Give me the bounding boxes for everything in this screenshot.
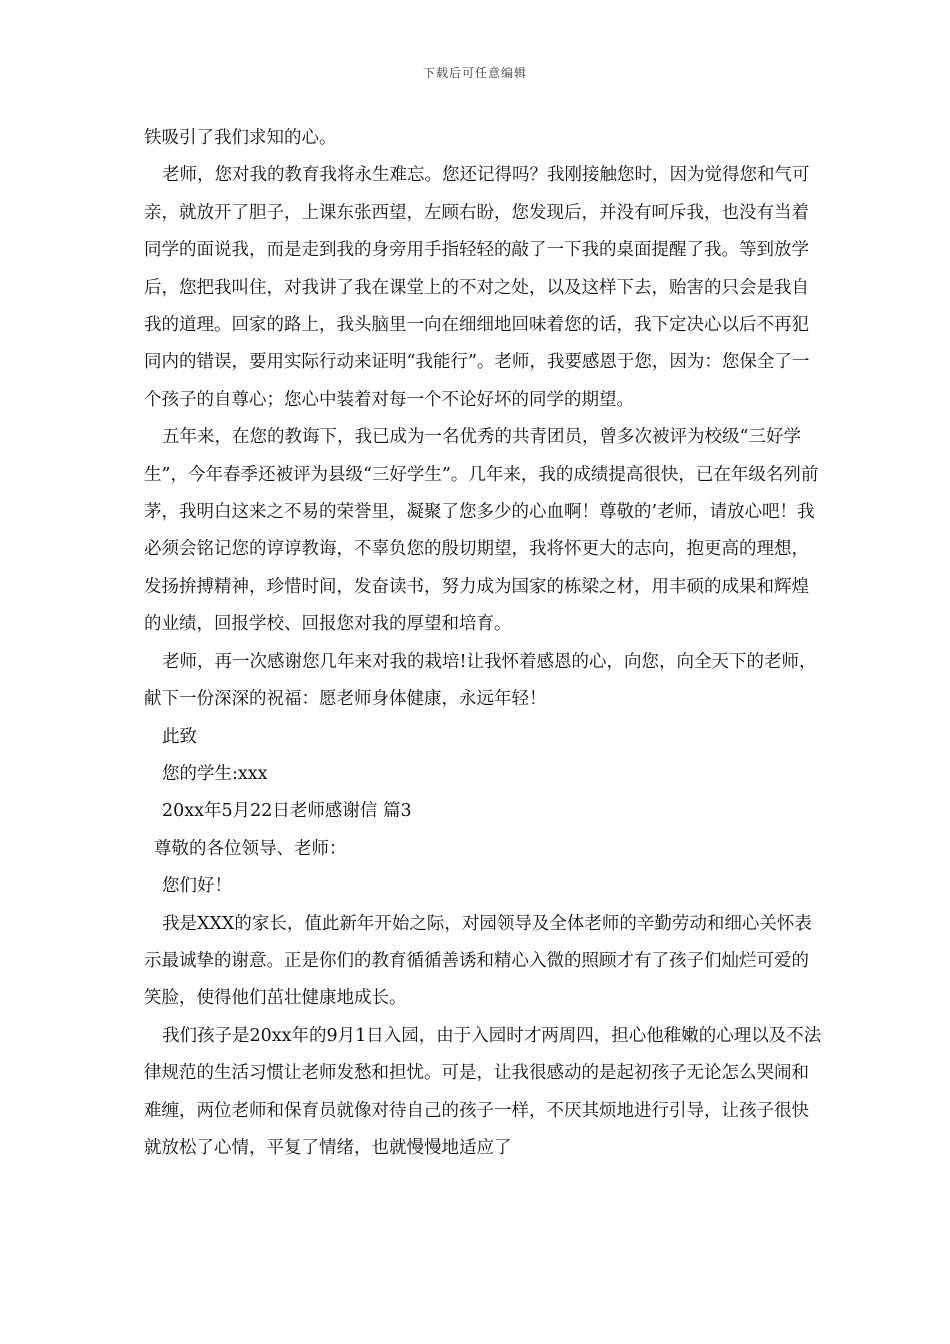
paragraph-teacher-education: 老师，您对我的教育我将永生难忘。您还记得吗？我刚接触您时，因为觉得您和气可亲，就放开了胆子，上课东张西望，左顾右盼，您发现后，并没有呵斥我，也没有当着同学的面说我，而是走到我的身旁用手指轻轻的敲了一下我的桌面提醒了我。等到放学后，您把我叫住，对我讲了我在课堂上的不对之处，以及这样下去，贻害的只会是我自我的道理。回家的路上，我头脑里一向在细细地回味着您的话，我下定决心以后不再犯同内的错误，要用实际行动来证明“我能行”。老师，我要感恩于您，因为：您保全了一个孩子的自尊心；您心中装着对每一个不论好坏的同学的期望。 bbox=[144, 165, 810, 410]
page-header: 下载后可任意编辑 bbox=[422, 66, 527, 80]
paragraph-parent-intro: 我是XXX的家长，值此新年开始之际，对园领导及全体老师的辛勤劳动和细心关怀表示最诚挚的谢意。正是你们的教育循循善诱和精心入微的照顾才有了孩子们灿烂可爱的笑脸，使得他们茁壮健康地成长。 bbox=[144, 913, 812, 1009]
paragraph-child-enrollment: 我们孩子是20xx年的9月1日入园，由于入园时才两周四，担心他稚嫩的心理以及不法律规范的生活习惯让老师发愁和担忧。可是，让我很感动的是起初孩子无论怎么哭闹和难缠，两位老师和保育员就像对待自己的孩子一样，不厌其烦地进行引导，让孩子很快就放松了心情，平复了情绪，也就慢慢地适应了 bbox=[144, 1025, 822, 1158]
paragraph-five-years: 五年来，在您的教诲下，我已成为一名优秀的共青团员，曾多次被评为校级“三好学生”，今年春季还被评为县级“三好学生”。几年来，我的成绩提高很快，已在年级名列前茅，我明白这来之不易的荣誉里，凝聚了您多少的心血啊！尊敬的’老师，请放心吧！我必须会铭记您的谆谆教诲，不辜负您的殷切期望，我将怀更大的志向，抱更高的理想，发扬拚搏精神，珍惜时间，发奋读书，努力成为国家的栋梁之材，用丰硕的成果和辉煌的业绩，回报学校、回报您对我的厚望和培育。 bbox=[144, 427, 819, 635]
paragraph-continuation: 铁吸引了我们求知的心。 bbox=[144, 128, 337, 148]
letter-hello: 您们好！ bbox=[162, 876, 232, 897]
closing-salutation: 此致 bbox=[162, 726, 197, 747]
letter-greeting: 尊敬的各位领导、老师： bbox=[154, 838, 347, 859]
signature-line: 您的学生:xxx bbox=[162, 763, 268, 784]
paragraph-thanks-again: 老师，再一次感谢您几年来对我的栽培!让我怀着感恩的心，向您，向全天下的老师，献下一份深深的祝福：愿老师身体健康，永远年轻！ bbox=[144, 651, 817, 710]
section-title: 20xx年5月22日老师感谢信 篇3 bbox=[162, 801, 412, 822]
document-body bbox=[144, 120, 824, 1167]
